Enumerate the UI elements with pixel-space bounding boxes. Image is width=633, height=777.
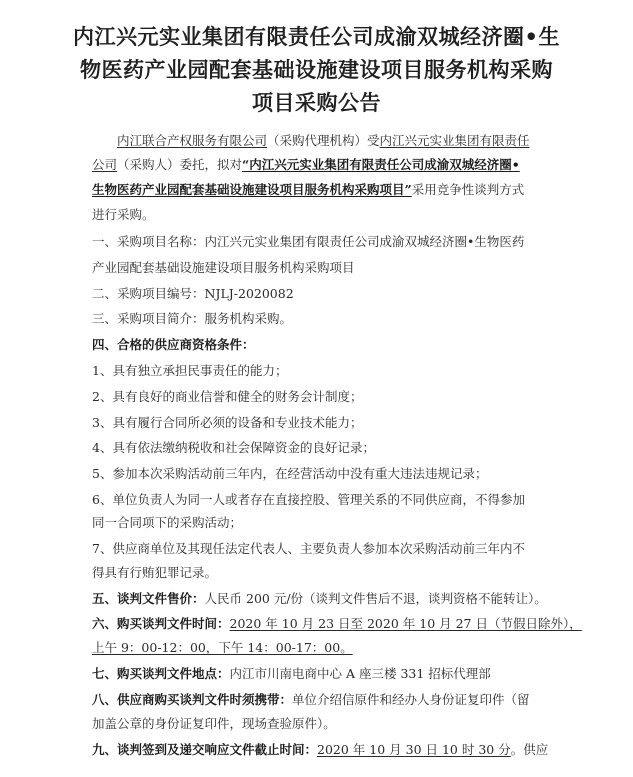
section-5 <box>92 590 547 608</box>
agency-name: 内江联合产权服务有限公司 <box>117 133 268 148</box>
section-1-cont: 产业园配套基础设施建设项目服务机构采购项目 <box>92 260 355 275</box>
title-line-3: 项目采购公告 <box>252 90 381 115</box>
intro-line-2 <box>92 156 520 174</box>
document-price: 人民币 200 元/份（谈判文件售后不退，谈判资格不能转让）。 <box>204 591 547 606</box>
qualification-item: 6、单位负责人为同一人或者存在直接控股、管理关系的不同供应商，不得参加 <box>92 492 525 507</box>
purchase-date-range: 2020 年 10 月 23 日至 2020 年 10 月 27 日 <box>229 616 488 631</box>
project-quote-2: 生物医药产业园配套基础设施建设项目服务机构采购项目” <box>92 182 412 197</box>
procurement-method: 采用竞争性谈判方式 <box>411 182 525 197</box>
intro-line-4: 进行采购。 <box>92 207 155 222</box>
purchaser-name-cont: 公司 <box>92 157 118 172</box>
section-2 <box>92 285 294 303</box>
qualification-item: 3、具有履行合同所必须的设备和专业技术能力； <box>92 415 363 430</box>
qualification-item-cont: 同一合同项下的采购活动； <box>92 515 243 530</box>
purchaser-name: 内江兴元实业集团有限责任 <box>379 133 530 148</box>
purchase-hours-text: 上午 9：00-12：00，下午 14：00-17：00。 <box>92 640 353 655</box>
deadline: 2020 年 10 月 30 日 10 时 30 分 <box>317 742 511 757</box>
purchase-hours <box>92 639 353 657</box>
section-7 <box>92 665 491 683</box>
project-quote-1: “内江兴元实业集团有限责任公司成渝双城经济圈• <box>242 157 520 172</box>
intro-line-1 <box>117 132 530 150</box>
holiday-note: （节假日除外）， <box>487 616 582 631</box>
section-1 <box>92 233 524 251</box>
qualification-item: 2、具有良好的商业信誉和健全的财务会计制度； <box>92 389 363 404</box>
section-3 <box>92 310 292 328</box>
title-line-2: 物医药产业园配套基础设施建设项目服务机构采购 <box>80 57 553 82</box>
intro-line-3 <box>92 181 524 199</box>
purchaser-role: （采购人）委托，拟对 <box>117 157 243 172</box>
qualification-item-cont: 得具有行贿犯罪记录。 <box>92 565 218 580</box>
title-line-1: 内江兴元实业集团有限责任公司成渝双城经济圈•生 <box>73 24 560 49</box>
section-8-label: 八、供应商购买谈判文件时须携带： <box>92 692 293 707</box>
qualification-item: 5、参加本次采购活动前三年内，在经营活动中没有重大违法违规记录； <box>92 466 488 481</box>
required-documents: 单位介绍信原件和经办人身份证复印件（留 <box>292 692 530 707</box>
project-number: NJLJ-2020082 <box>204 286 294 301</box>
qualification-item: 1、具有独立承担民事责任的能力； <box>92 363 288 378</box>
section-2-label: 二、采购项目编号： <box>92 286 205 301</box>
qualification-item: 4、具有依法缴纳税收和社会保障资金的良好记录； <box>92 440 375 455</box>
section-9-tail: 。供应 <box>510 742 549 757</box>
purchase-location: 内江市川南电商中心 A 座三楼 331 招标代理部 <box>229 666 491 681</box>
section-9-label: 九、谈判签到及递交响应文件截止时间： <box>92 742 318 757</box>
section-8 <box>92 691 530 709</box>
section-3-label: 三、采购项目简介： <box>92 311 205 326</box>
section-7-label: 七、购买谈判文件地点： <box>92 666 230 681</box>
qualification-item: 7、供应商单位及其现任法定代表人、主要负责人参加本次采购活动前三年内不 <box>92 541 525 556</box>
required-documents-cont: 加盖公章的身份证复印件，现场查验原件）。 <box>92 716 336 731</box>
section-1-value: 内江兴元实业集团有限责任公司成渝双城经济圈•生物医药 <box>204 234 525 249</box>
document-title <box>60 20 573 119</box>
section-4-label: 四、合格的供应商资格条件： <box>92 337 255 352</box>
project-summary: 服务机构采购。 <box>204 311 293 326</box>
section-5-label: 五、谈判文件售价： <box>92 591 205 606</box>
section-1-label: 一、采购项目名称： <box>92 234 205 249</box>
section-9 <box>92 741 548 759</box>
section-6 <box>92 615 582 633</box>
section-6-label: 六、购买谈判文件时间： <box>92 616 230 631</box>
agency-role: （采购代理机构）受 <box>267 133 380 148</box>
